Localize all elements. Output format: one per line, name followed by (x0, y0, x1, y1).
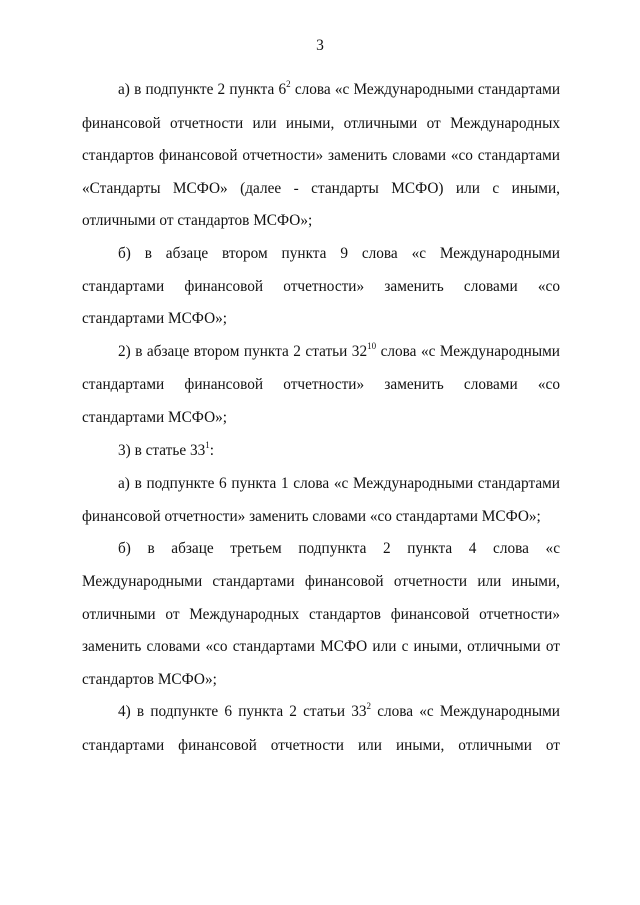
paragraph-1 (82, 74, 560, 238)
superscript: 10 (367, 340, 377, 351)
paragraph-7 (82, 696, 560, 762)
paragraph-text: а) в подпункте 6 пункта 1 слова «с Международными стандартами финансовой отчетности» заменить словами «со стандартами МСФО»; (82, 475, 560, 525)
paragraph-text: 2) в абзаце втором пункта 2 статьи 32 (118, 342, 368, 360)
superscript: 2 (366, 701, 372, 712)
paragraph-text: 4) в подпункте 6 пункта 2 статьи 33 (118, 703, 367, 721)
page-number: 3 (316, 37, 324, 54)
paragraph-4 (82, 435, 560, 469)
document-body (82, 74, 560, 762)
paragraph-3 (82, 336, 560, 435)
superscript: 1 (205, 439, 210, 450)
superscript: 2 (286, 79, 291, 89)
paragraph-6 (82, 533, 560, 696)
paragraph-2 (82, 238, 560, 336)
paragraph-text: б) в абзаце втором пункта 9 слова «с Международными стандартами финансовой отчетности» заменить словами «со стандартами МСФО»; (82, 244, 560, 328)
paragraph-text: слова «с Международными стандартами финансовой отчетности или иными, отличными от Международных стандартов финансовой отчетности» заменить словами «со стандартами «Стандарты МСФО» (далее - стандарты МСФО) или с иными, отличными от стандартов МСФО»; (82, 81, 561, 230)
paragraph-text: : (209, 441, 214, 459)
paragraph-text: б) в абзаце третьем подпункта 2 пункта 4 слова «с Международными стандартами финансовой отчетности или иными, отличными от Международных стандартов финансовой отчетности» заменить словами «со стандартами МСФО или с иными, отличными от стандартов МСФО»; (82, 540, 560, 688)
paragraph-text: а) в подпункте 2 пункта 6 (118, 81, 287, 98)
paragraph-text: слова «с Международными стандартами финансовой отчетности» заменить словами «со стандартами МСФО»; (82, 342, 560, 426)
paragraph-text: 3) в статье 33 (118, 441, 206, 459)
paragraph-5 (82, 468, 560, 533)
paragraph-text: слова «с Международными стандартами финансовой отчетности или иными, отличными от (82, 703, 560, 754)
